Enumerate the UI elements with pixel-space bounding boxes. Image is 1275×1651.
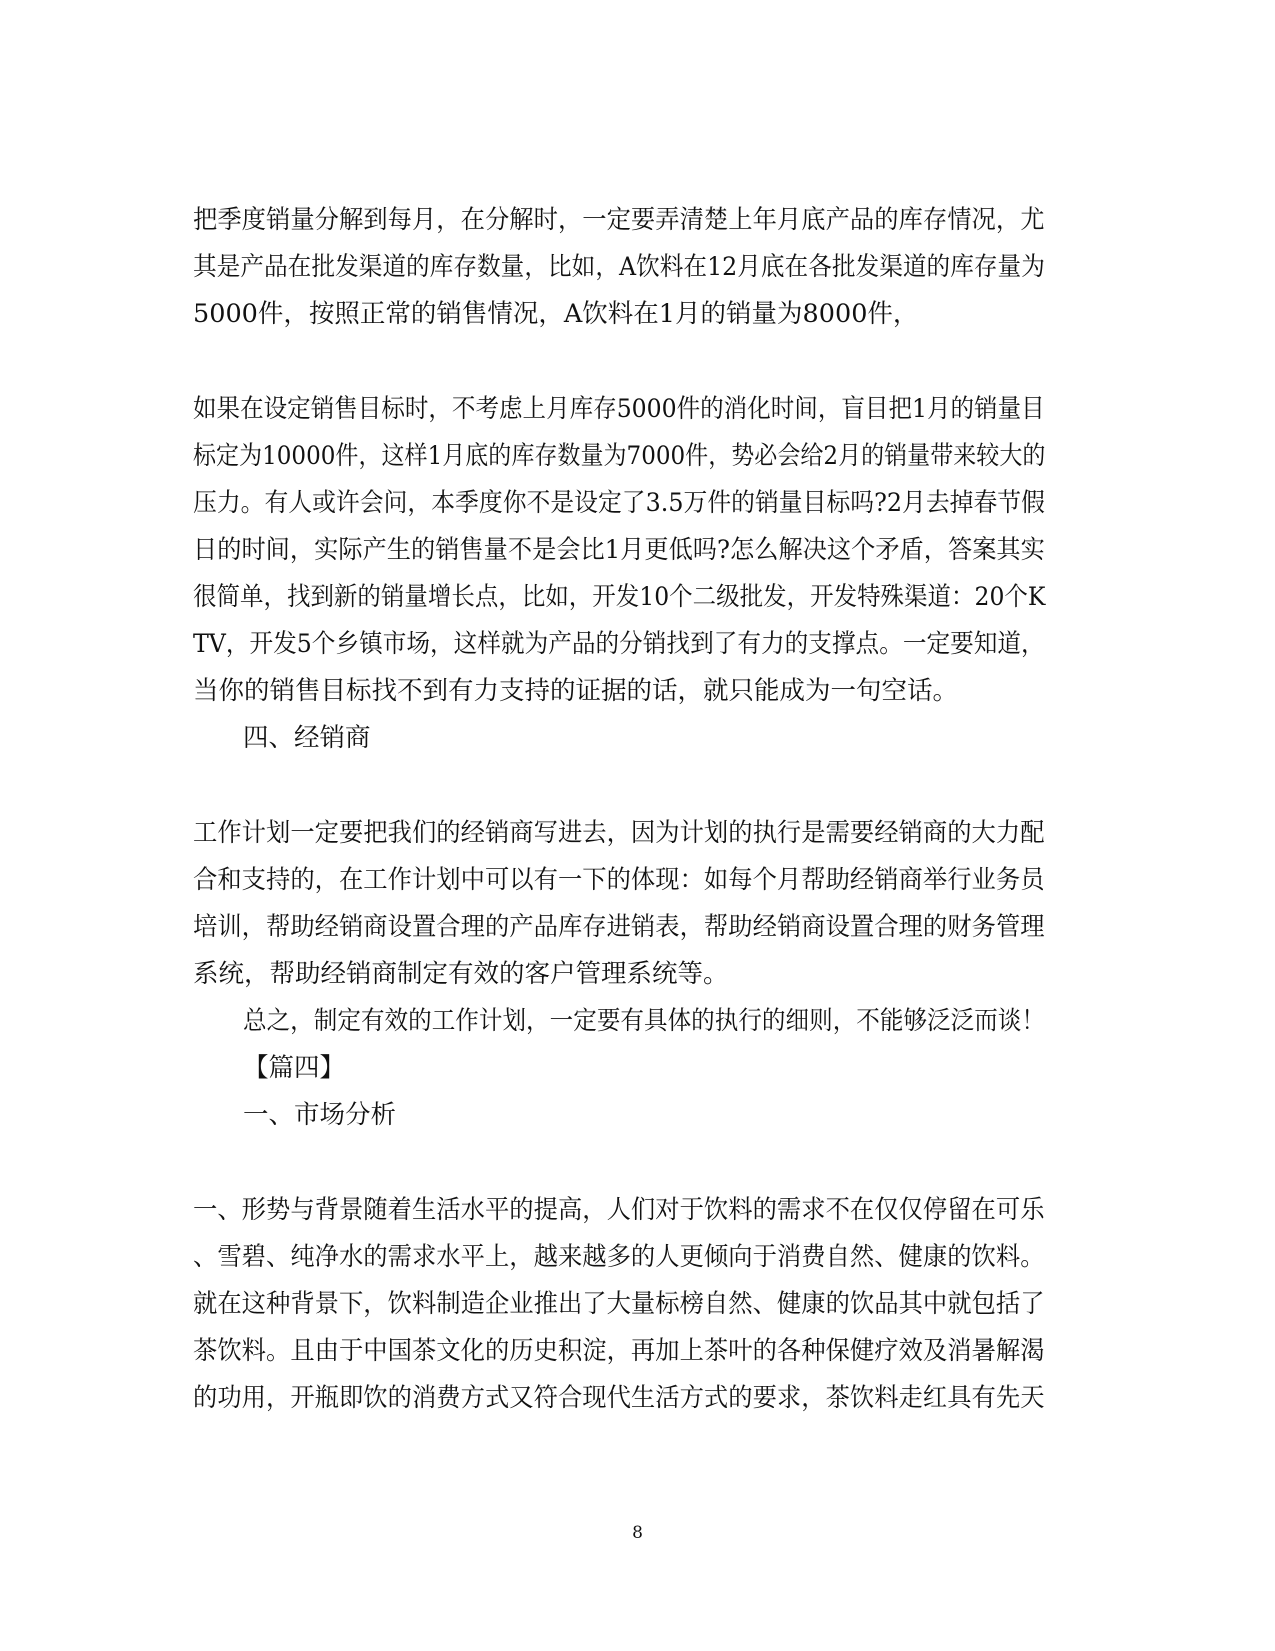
body-text-line: 压力。有人或许会问，本季度你不是设定了3.5万件的销量目标吗?2月去掉春节假: [193, 488, 1045, 518]
page-number: 8: [632, 1523, 643, 1543]
body-text-line: 茶饮料。且由于中国茶文化的历史积淀，再加上茶叶的各种保健疗效及消暑解渴: [193, 1336, 1045, 1366]
part-heading: 【篇四】: [243, 1053, 346, 1083]
section-heading: 四、经销商: [243, 723, 371, 753]
body-text-line: 日的时间，实际产生的销售量不是会比1月更低吗?怎么解决这个矛盾，答案其实: [193, 535, 1045, 565]
body-text-line: 的功用，开瓶即饮的消费方式又符合现代生活方式的要求，茶饮料走红具有先天: [193, 1383, 1045, 1413]
body-text-line: 其是产品在批发渠道的库存数量，比如，A饮料在12月底在各批发渠道的库存量为: [193, 252, 1045, 282]
body-text-line: 当你的销售目标找不到有力支持的证据的话，就只能成为一句空话。: [193, 676, 959, 706]
body-text-line: 、雪碧、纯净水的需求水平上，越来越多的人更倾向于消费自然、健康的饮料。: [193, 1242, 1045, 1272]
body-text-line: 把季度销量分解到每月，在分解时，一定要弄清楚上年月底产品的库存情况，尤: [193, 205, 1045, 235]
body-text-line: 标定为10000件，这样1月底的库存数量为7000件，势必会给2月的销量带来较大的: [193, 441, 1046, 471]
body-text-line: 合和支持的，在工作计划中可以有一下的体现：如每个月帮助经销商举行业务员: [193, 865, 1045, 895]
body-text-line: 一、形势与背景随着生活水平的提高，人们对于饮料的需求不在仅仅停留在可乐: [193, 1195, 1045, 1225]
body-text-line: TV，开发5个乡镇市场，这样就为产品的分销找到了有力的支撑点。一定要知道，: [193, 629, 1045, 659]
body-text-line: 就在这种背景下，饮料制造企业推出了大量标榜自然、健康的饮品其中就包括了: [193, 1289, 1045, 1319]
body-text-line: 总之，制定有效的工作计划，一定要有具体的执行的细则，不能够泛泛而谈！: [243, 1006, 1045, 1036]
body-text-line: 系统，帮助经销商制定有效的客户管理系统等。: [193, 959, 729, 989]
body-text-line: 很简单，找到新的销量增长点，比如，开发10个二级批发，开发特殊渠道：20个K: [193, 582, 1046, 612]
body-text-line: 如果在设定销售目标时，不考虑上月库存5000件的消化时间，盲目把1月的销量目: [193, 394, 1045, 424]
section-heading: 一、市场分析: [243, 1100, 397, 1130]
body-text-line: 培训，帮助经销商设置合理的产品库存进销表，帮助经销商设置合理的财务管理: [193, 912, 1045, 942]
body-text-line: 工作计划一定要把我们的经销商写进去，因为计划的执行是需要经销商的大力配: [193, 818, 1045, 848]
body-text-line: 5000件，按照正常的销售情况，A饮料在1月的销量为8000件，: [193, 299, 919, 329]
